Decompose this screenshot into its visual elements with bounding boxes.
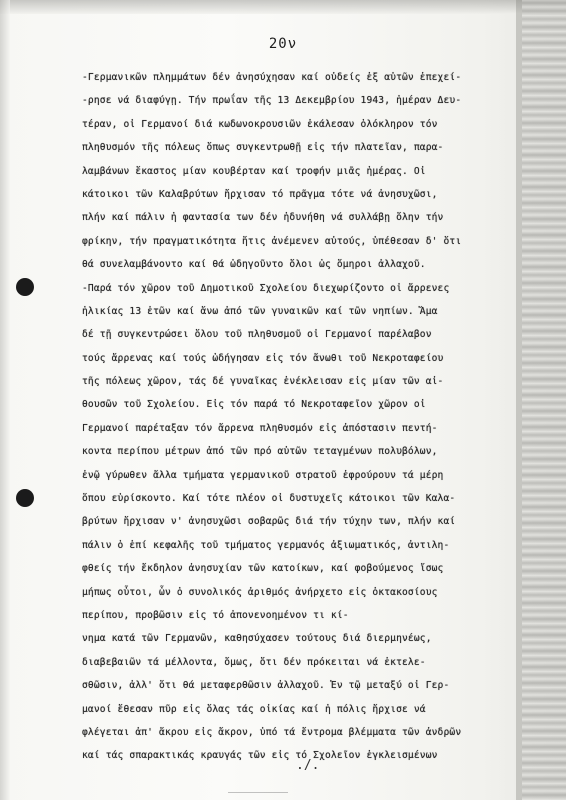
- text-line: ὅπου εὑρίσκοντο. Καί τότε πλέον οἱ δυστυχεῖς κάτοικοι τῶν Καλα-: [82, 493, 456, 505]
- text-line: βρύτων ἤρχισαν ν' ἀνησυχῶσι σοβαρῶς διά τήν τύχην των, πλήν καί: [82, 516, 456, 528]
- end-mark: ./.: [296, 758, 320, 773]
- scan-edge-left: [0, 0, 10, 800]
- text-line: καί τάς σπαρακτικάς κραυγάς τῶν εἰς τό Σχολεῖον ἐγκλεισμένων: [82, 750, 438, 762]
- scan-edge-top: [0, 0, 566, 14]
- text-line: ἡλικίας 13 ἐτῶν καί ἄνω ἀπό τῶν γυναικῶν καί τῶν νηπίων. Ἅμα: [82, 305, 438, 317]
- text-line: δέ τῇ συγκεντρώσει ὅλου τοῦ πληθυσμοῦ οἱ Γερμανοί παρέλαβον: [82, 329, 432, 341]
- typewritten-body: [82, 66, 522, 768]
- text-line: θουσῶν τοῦ Σχολείου. Εἰς τόν παρά τό Νεκροταφεῖον χῶρον οἱ: [82, 399, 426, 411]
- text-line: νημα κατά τῶν Γερμανῶν, καθησύχασεν τούτους διά διερμηνέως,: [82, 633, 432, 645]
- text-line: -Παρά τόν χῶρον τοῦ Δημοτικοῦ Σχολείου διεχωρίζοντο οἱ ἄρρενες: [82, 282, 450, 294]
- text-line: διαβεβαιῶν τά μέλλοντα, ὅμως, ὅτι δέν πρόκειται νά ἐκτελε-: [82, 656, 426, 668]
- text-line: πάλιν ὁ ἐπί κεφαλῆς τοῦ τμήματος γερμανός ἀξιωματικός, ἀντιλη-: [82, 539, 450, 551]
- bottom-scan-mark: [228, 782, 288, 793]
- text-line: μήπως οὗτοι, ὧν ὁ συνολικός ἀριθμός ἀνήρχετο εἰς ὀκτακοσίους: [82, 586, 438, 598]
- text-line: -Γερμανικῶν πλημμάτων δέν ἀνησύχησαν καί οὐδείς ἐξ αὐτῶν ἐπεχεί-: [82, 72, 462, 83]
- text-line: φθείς τήν ἔκδηλον ἀνησυχίαν τῶν κατοίκων, καί φοβούμενος ἴσως: [82, 563, 444, 575]
- punch-hole-icon: [16, 489, 34, 507]
- text-line: τῆς πόλεως χῶρον, τάς δέ γυναῖκας ἐνέκλεισαν εἰς μίαν τῶν αἰ-: [82, 376, 444, 388]
- text-line: θά συνελαμβάνοντο καί θά ὡδηγοῦντο ὅλοι ὡς ὅμηροι ἀλλαχοῦ.: [82, 259, 426, 271]
- text-line: πληθυσμόν τῆς πόλεως ὅπως συγκεντρωθῇ εἰς τήν πλατεῖαν, παρα-: [82, 142, 444, 154]
- text-line: σθῶσιν, ἀλλ' ὅτι θά μεταφερθῶσιν ἀλλαχοῦ. Ἐν τῷ μεταξύ οἱ Γερ-: [82, 680, 450, 692]
- scan-edge-right: [522, 0, 566, 800]
- text-line: τούς ἄρρενας καί τούς ὡδήγησαν εἰς τόν ἄνωθι τοῦ Νεκροταφείου: [82, 352, 444, 364]
- text-line: πλήν καί πάλιν ἡ φαντασία των δέν ἠδυνήθη νά συλλάβῃ ὅλην τήν: [82, 212, 444, 224]
- text-line: μανοί ἔθεσαν πῦρ εἰς ὅλας τάς οἰκίας καί ἡ πόλις ἤρχισε νά: [82, 703, 426, 715]
- punch-hole-icon: [16, 278, 34, 296]
- text-line: φλέγεται ἀπ' ἄκρου εἰς ἄκρον, ὑπό τά ἔντρομα βλέμματα τῶν ἀνδρῶν: [82, 726, 462, 738]
- text-line: τέραν, οἱ Γερμανοί διά κωδωνοκρουσιῶν ἐκάλεσαν ὁλόκληρον τόν: [82, 118, 438, 130]
- text-line: κάτοικοι τῶν Καλαβρύτων ἤρχισαν τό πρᾶγμα τότε νά ἀνησυχῶσι,: [82, 188, 438, 200]
- text-line: φρίκην, τήν πραγματικότητα ἥτις ἀνέμενεν αὐτούς, ὑπέθεσαν δ' ὅτι: [82, 235, 462, 247]
- text-line: περίπου, προβῶσιν εἰς τό ἀπονενοημένον τι κί-: [82, 609, 349, 621]
- text-line: λαμβάνων ἕκαστος μίαν κουβέρταν καί τροφήν μιᾶς ἡμέρας. Οἱ: [82, 165, 426, 177]
- text-line: ἐνῷ γύρωθεν ἄλλα τμήματα γερμανικοῦ στρατοῦ ἐφρούρουν τά μέρη: [82, 469, 444, 481]
- text-line: κοντα περίπου μέτρων ἀπό τῶν πρό αὐτῶν τεταγμένων πολυβόλων,: [82, 446, 438, 458]
- text-line: Γερμανοί παρέταξαν τόν ἄρρενα πληθυσμόν εἰς ἀπόστασιν πεντή-: [82, 422, 438, 434]
- text-line: -ρησε νά διαφύγῃ. Τήν πρωΐαν τῆς 13 Δεκεμβρίου 1943, ἡμέραν Δευ-: [82, 95, 462, 107]
- page-number: 20ν: [268, 36, 298, 52]
